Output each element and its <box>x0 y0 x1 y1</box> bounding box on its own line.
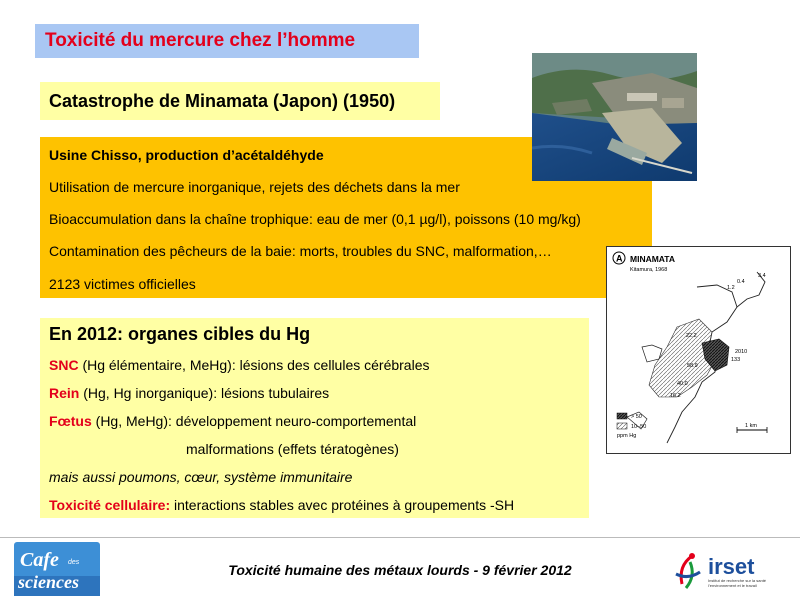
organ-text: (Hg, Hg inorganique): lésions tubulaires <box>79 385 330 401</box>
map-value: 0.4 <box>737 279 745 285</box>
slide-title-banner <box>35 24 419 58</box>
map-subtitle: Kitamura, 1968 <box>630 267 668 273</box>
other-organs: mais aussi poumons, cœur, système immunitaire <box>49 469 353 485</box>
irset-logo-name: irset <box>708 554 755 579</box>
aerial-photo-minamata <box>532 53 697 181</box>
legend-label: > 50 <box>631 414 642 420</box>
map-value: 2010 <box>735 349 748 355</box>
detail-line: 2123 victimes officielles <box>49 276 196 292</box>
organ-continuation: malformations (effets tératogènes) <box>186 441 399 457</box>
cafe-logo-line2: sciences <box>18 572 79 592</box>
organ-text: (Hg élémentaire, MeHg): lésions des cellules cérébrales <box>78 357 430 373</box>
cellular-text: interactions stables avec protéines à groupements -SH <box>170 497 515 513</box>
legend-label: 10–50 <box>631 424 647 430</box>
map-value: 58.9 <box>687 363 698 369</box>
legend-unit: ppm Hg <box>617 433 637 439</box>
target-organs-block <box>40 318 589 518</box>
organ-item <box>49 357 430 373</box>
cafe-des-sciences-logo <box>14 542 100 596</box>
cafe-logo-drawing <box>14 542 100 596</box>
map-value: 40.0 <box>677 381 688 387</box>
map-scale: 1 km <box>745 423 757 429</box>
map-drawing <box>607 247 790 453</box>
irset-logo <box>668 544 792 596</box>
map-value: 133 <box>731 357 741 363</box>
chisso-heading: Usine Chisso, production d’acétaldéhyde <box>49 147 324 163</box>
irset-logo-tagline: Institut de recherche sur la santé l’environnement et le travail <box>708 578 767 588</box>
cafe-logo-small: des <box>68 559 80 566</box>
detail-line: Contamination des pêcheurs de la baie: morts, troubles du SNC, malformation,… <box>49 243 552 259</box>
aerial-photo-drawing <box>532 53 697 181</box>
cafe-logo-line1: Cafe <box>20 549 59 571</box>
map-value: 22.2 <box>686 333 697 339</box>
legend-swatch-light <box>617 423 627 429</box>
detail-line: Utilisation de mercure inorganique, rejets des déchets dans la mer <box>49 179 460 195</box>
footer-text: Toxicité humaine des métaux lourds - 9 février 2012 <box>228 562 572 578</box>
organ-item <box>49 413 416 429</box>
organ-key: SNC <box>49 357 79 373</box>
irset-logo-drawing <box>668 544 792 596</box>
organ-item <box>49 385 329 401</box>
map-value: 1.2 <box>727 285 735 291</box>
cellular-key: Toxicité cellulaire: <box>49 497 171 513</box>
slide-title: Toxicité du mercure chez l’homme <box>45 30 356 51</box>
minamata-heading-box <box>40 82 440 120</box>
minamata-heading: Catastrophe de Minamata (Japon) (1950) <box>49 90 396 111</box>
detail-line: Bioaccumulation dans la chaîne trophique: eau de mer (0,1 µg/l), poissons (10 mg/kg) <box>49 211 581 227</box>
map-marker: A <box>616 253 623 264</box>
map-value: 16.2 <box>670 393 681 399</box>
target-organs-heading: En 2012: organes cibles du Hg <box>49 324 311 344</box>
organ-text: (Hg, MeHg): développement neuro-comportemental <box>91 413 417 429</box>
footer-divider <box>0 537 800 538</box>
cellular-toxicity <box>49 497 514 513</box>
organ-key: Fœtus <box>49 413 92 429</box>
minamata-contamination-map <box>606 246 791 454</box>
map-value: 3.4 <box>758 273 766 279</box>
map-title: MINAMATA <box>630 254 676 264</box>
organ-key: Rein <box>49 385 80 401</box>
legend-swatch-dark <box>617 413 627 419</box>
